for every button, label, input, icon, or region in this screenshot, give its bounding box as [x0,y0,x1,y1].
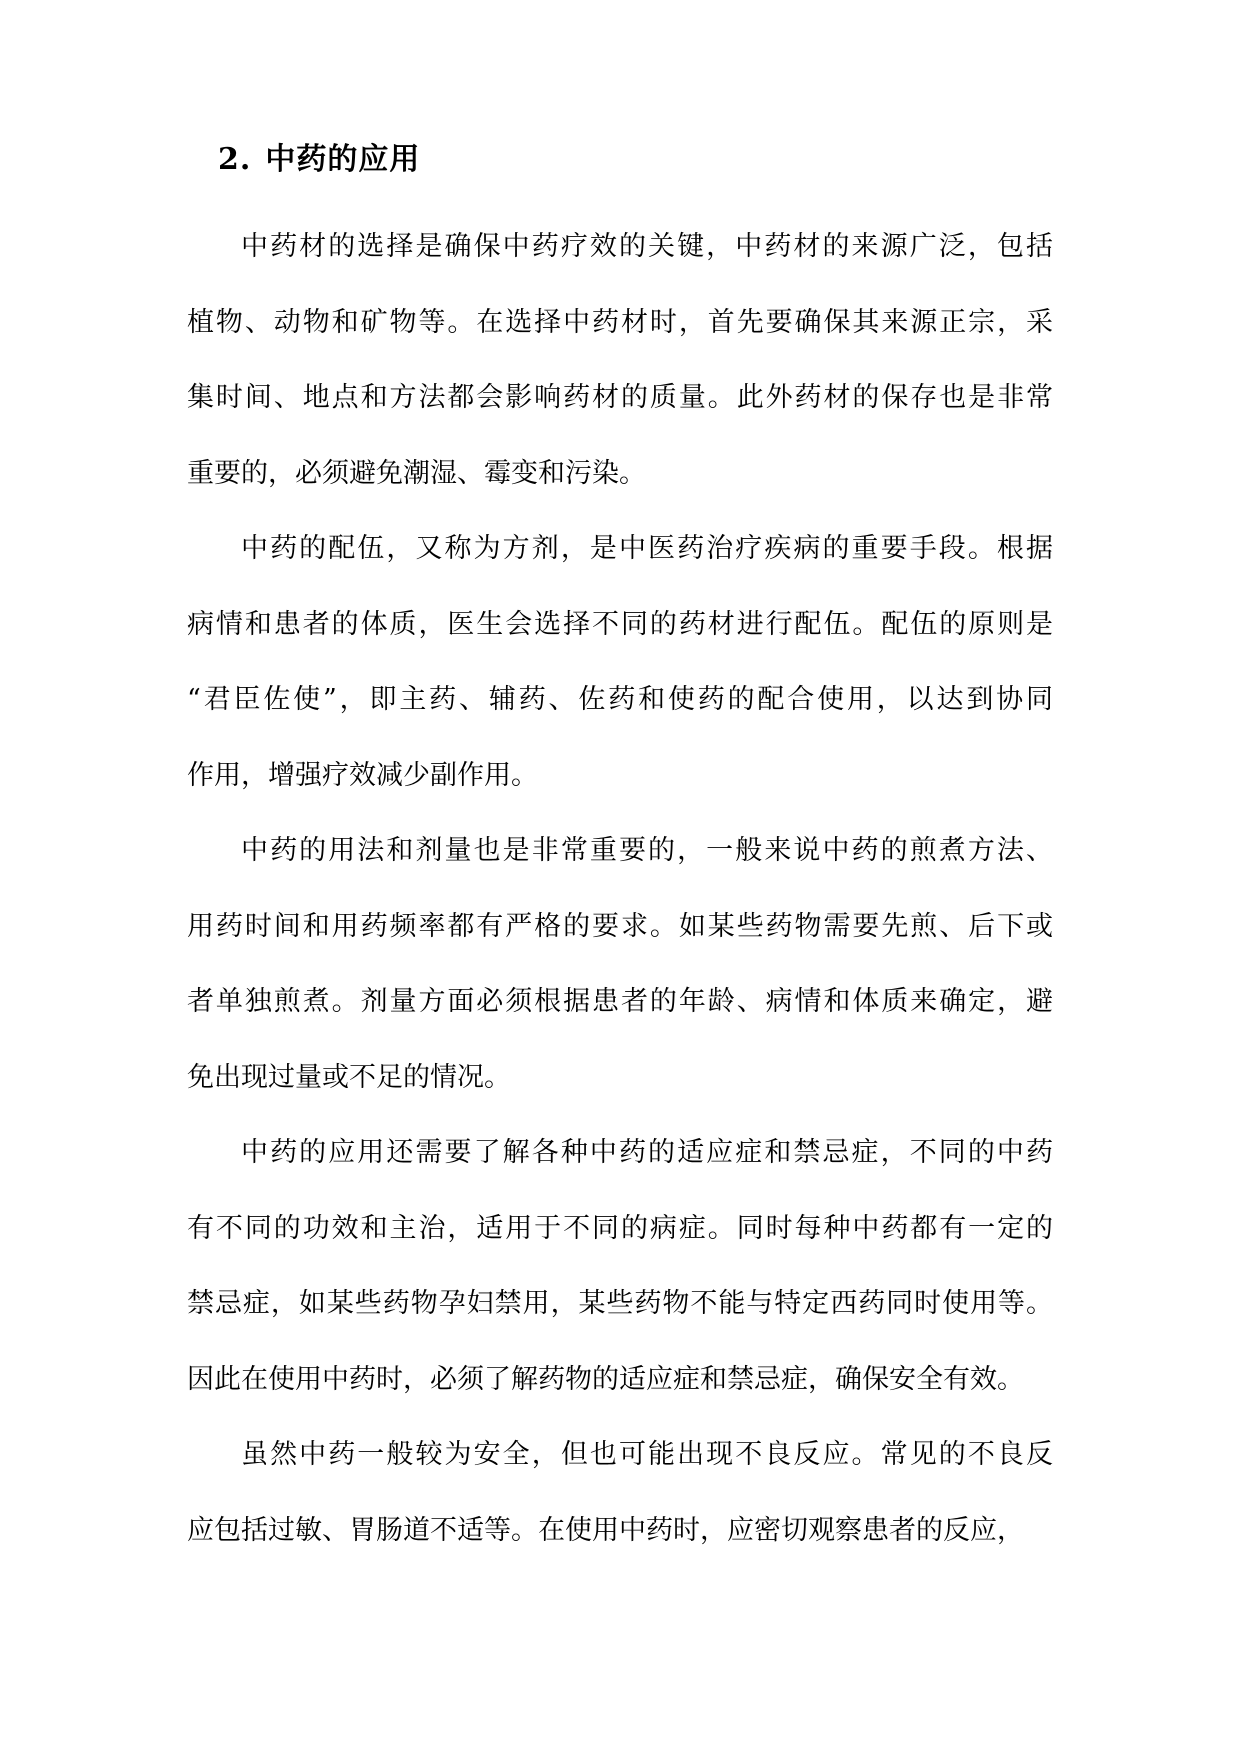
paragraph-line: 中药的用法和剂量也是非常重要的，一般来说中药的煎煮方法、 [241,835,1053,866]
paragraph-line: 有不同的功效和主治，适用于不同的病症。同时每种中药都有一定的 [187,1212,1053,1244]
paragraph-line: 应包括过敏、胃肠道不适等。在使用中药时，应密切观察患者的反应， [187,1514,1024,1546]
paragraph-line: 集时间、地点和方法都会影响药材的质量。此外药材的保存也是非常 [187,382,1053,413]
paragraph-line: “君臣佐使”，即主药、辅药、佐药和使药的配合使用，以达到协同 [187,684,1053,715]
paragraph [187,1115,1053,1417]
paragraph [187,813,1053,1115]
paragraph-line: 中药的应用还需要了解各种中药的适应症和禁忌症，不同的中药 [241,1137,1053,1168]
section-heading [218,138,420,182]
paragraph-line: 病情和患者的体质，医生会选择不同的药材进行配伍。配伍的原则是 [187,608,1053,640]
document-body [187,209,1053,1568]
paragraph-line: 作用，增强疗效减少副作用。 [187,759,538,791]
paragraph-line: 免出现过量或不足的情况。 [187,1061,511,1093]
heading-number: 2. [218,142,252,177]
paragraph-line: 植物、动物和矿物等。在选择中药材时，首先要确保其来源正宗，采 [187,306,1053,338]
paragraph-line: 者单独煎煮。剂量方面必须根据患者的年龄、病情和体质来确定，避 [187,986,1053,1017]
paragraph-line: 因此在使用中药时，必须了解药物的适应症和禁忌症，确保安全有效。 [187,1363,1024,1395]
paragraph-line: 中药的配伍，又称为方剂，是中医药治疗疾病的重要手段。根据 [241,533,1053,564]
paragraph-line: 中药材的选择是确保中药疗效的关键，中药材的来源广泛，包括 [241,231,1053,262]
paragraph [187,511,1053,813]
paragraph-line: 虽然中药一般较为安全，但也可能出现不良反应。常见的不良反 [241,1439,1053,1470]
paragraph [187,209,1053,511]
paragraph-line: 禁忌症，如某些药物孕妇禁用，某些药物不能与特定西药同时使用等。 [187,1288,1053,1319]
paragraph [187,1417,1053,1568]
paragraph-line: 用药时间和用药频率都有严格的要求。如某些药物需要先煎、后下或 [187,910,1053,942]
paragraph-line: 重要的，必须避免潮湿、霉变和污染。 [187,457,646,489]
heading-text: 中药的应用 [265,142,421,177]
